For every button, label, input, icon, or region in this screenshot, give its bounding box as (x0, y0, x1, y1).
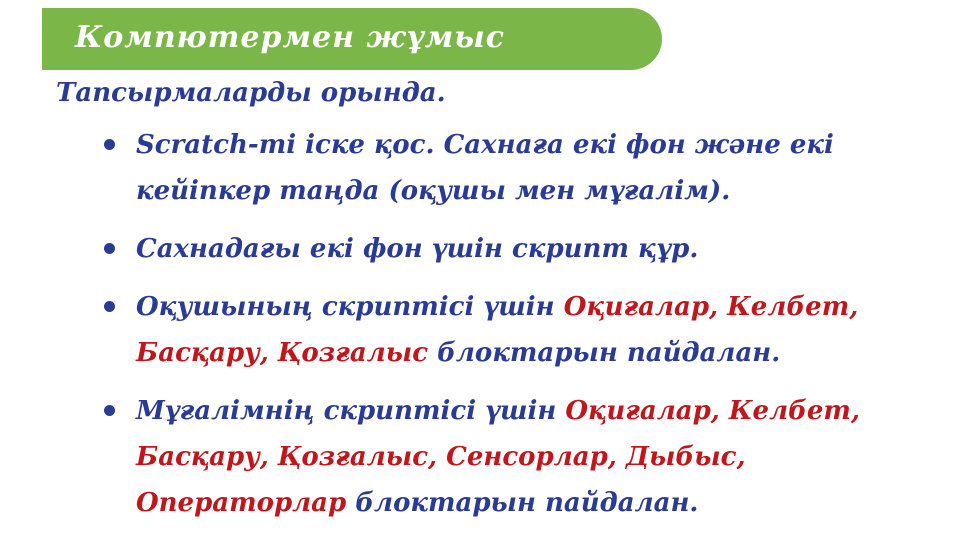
page-title: Компютермен жұмыс (75, 20, 506, 55)
list-item (96, 226, 936, 272)
task-text: блоктарын пайдалан. (428, 338, 781, 368)
instruction-text: Тапсырмаларды орында. (56, 78, 446, 108)
list-item (96, 388, 936, 526)
task-text: Сахнадағы екі фон үшін скрипт құр. (136, 234, 699, 264)
list-item (96, 284, 936, 376)
highlighted-block-names: Оқиғалар, Келбет, Басқару, Қозғалыс (136, 292, 859, 368)
highlighted-block-names: Оқиғалар, Келбет, Басқару, Қозғалыс, Сенсорлар, Дыбыс, Операторлар (136, 396, 860, 518)
bullet-icon (104, 301, 115, 312)
list-item (96, 122, 936, 214)
task-text: блоктарын пайдалан. (346, 488, 699, 518)
bullet-icon (104, 243, 115, 254)
bullet-icon (104, 139, 115, 150)
task-text: Оқушының скриптісі үшін (136, 292, 564, 322)
bullet-icon (104, 405, 115, 416)
task-text: Мұғалімнің скриптісі үшін (136, 396, 566, 426)
task-text: Scratch-ті іске қос. Сахнаға екі фон және екі кейіпкер таңда (оқушы мен мұғалім). (136, 130, 834, 206)
task-list (96, 122, 936, 538)
